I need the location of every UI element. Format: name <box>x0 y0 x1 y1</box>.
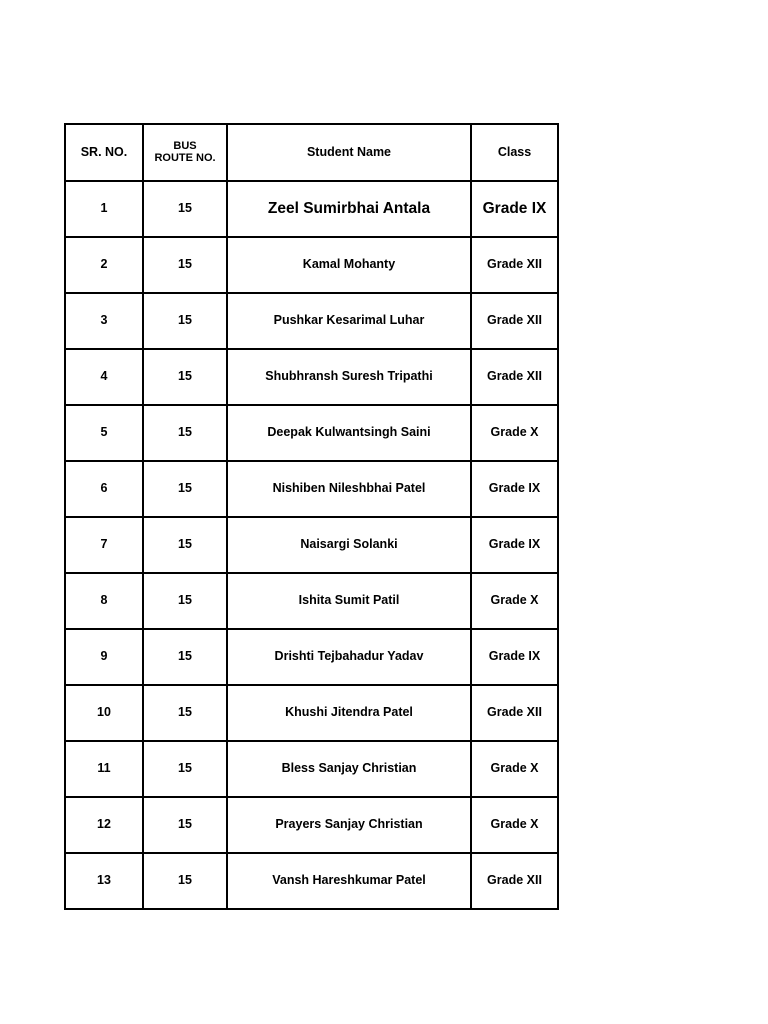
document-sheet <box>64 123 559 910</box>
header-bus-route-no <box>143 124 227 181</box>
table-row <box>65 629 558 685</box>
cell-student-name: Deepak Kulwantsingh Saini <box>227 405 471 461</box>
header-class: Class <box>471 124 558 181</box>
table-row <box>65 853 558 909</box>
cell-sr-no: 7 <box>65 517 143 573</box>
cell-bus-route: 15 <box>143 349 227 405</box>
cell-class: Grade X <box>471 797 558 853</box>
cell-class: Grade IX <box>471 461 558 517</box>
table-row <box>65 685 558 741</box>
cell-student-name: Vansh Hareshkumar Patel <box>227 853 471 909</box>
cell-sr-no: 3 <box>65 293 143 349</box>
table-row <box>65 293 558 349</box>
cell-class: Grade IX <box>471 517 558 573</box>
header-sr-no: SR. NO. <box>65 124 143 181</box>
cell-bus-route: 15 <box>143 405 227 461</box>
cell-sr-no: 11 <box>65 741 143 797</box>
cell-sr-no: 6 <box>65 461 143 517</box>
cell-sr-no: 1 <box>65 181 143 237</box>
cell-class: Grade XII <box>471 237 558 293</box>
cell-sr-no: 9 <box>65 629 143 685</box>
table-row <box>65 181 558 237</box>
cell-class: Grade XII <box>471 853 558 909</box>
cell-bus-route: 15 <box>143 629 227 685</box>
cell-class: Grade XII <box>471 293 558 349</box>
cell-sr-no: 4 <box>65 349 143 405</box>
cell-bus-route: 15 <box>143 741 227 797</box>
cell-class: Grade X <box>471 405 558 461</box>
cell-student-name: Zeel Sumirbhai Antala <box>227 181 471 237</box>
cell-bus-route: 15 <box>143 237 227 293</box>
cell-class: Grade X <box>471 741 558 797</box>
table-row <box>65 517 558 573</box>
cell-student-name: Prayers Sanjay Christian <box>227 797 471 853</box>
cell-student-name: Kamal Mohanty <box>227 237 471 293</box>
cell-student-name: Drishti Tejbahadur Yadav <box>227 629 471 685</box>
cell-bus-route: 15 <box>143 853 227 909</box>
table-row <box>65 461 558 517</box>
cell-class: Grade IX <box>471 181 558 237</box>
cell-class: Grade XII <box>471 349 558 405</box>
cell-student-name: Pushkar Kesarimal Luhar <box>227 293 471 349</box>
cell-class: Grade XII <box>471 685 558 741</box>
student-bus-route-table <box>64 123 559 910</box>
cell-sr-no: 5 <box>65 405 143 461</box>
cell-bus-route: 15 <box>143 517 227 573</box>
cell-class: Grade X <box>471 573 558 629</box>
cell-student-name: Bless Sanjay Christian <box>227 741 471 797</box>
cell-sr-no: 2 <box>65 237 143 293</box>
table-header-row <box>65 124 558 181</box>
cell-bus-route: 15 <box>143 685 227 741</box>
table-row <box>65 573 558 629</box>
table-row <box>65 405 558 461</box>
cell-bus-route: 15 <box>143 461 227 517</box>
cell-sr-no: 13 <box>65 853 143 909</box>
cell-bus-route: 15 <box>143 181 227 237</box>
cell-student-name: Khushi Jitendra Patel <box>227 685 471 741</box>
cell-bus-route: 15 <box>143 797 227 853</box>
cell-sr-no: 10 <box>65 685 143 741</box>
table-row <box>65 349 558 405</box>
cell-sr-no: 8 <box>65 573 143 629</box>
table-row <box>65 237 558 293</box>
cell-class: Grade IX <box>471 629 558 685</box>
cell-sr-no: 12 <box>65 797 143 853</box>
cell-student-name: Nishiben Nileshbhai Patel <box>227 461 471 517</box>
cell-student-name: Ishita Sumit Patil <box>227 573 471 629</box>
cell-bus-route: 15 <box>143 293 227 349</box>
cell-student-name: Shubhransh Suresh Tripathi <box>227 349 471 405</box>
cell-student-name: Naisargi Solanki <box>227 517 471 573</box>
header-student-name: Student Name <box>227 124 471 181</box>
table-row <box>65 797 558 853</box>
table-row <box>65 741 558 797</box>
header-bus-route-no-label: BUS ROUTE NO. <box>154 139 216 164</box>
cell-bus-route: 15 <box>143 573 227 629</box>
